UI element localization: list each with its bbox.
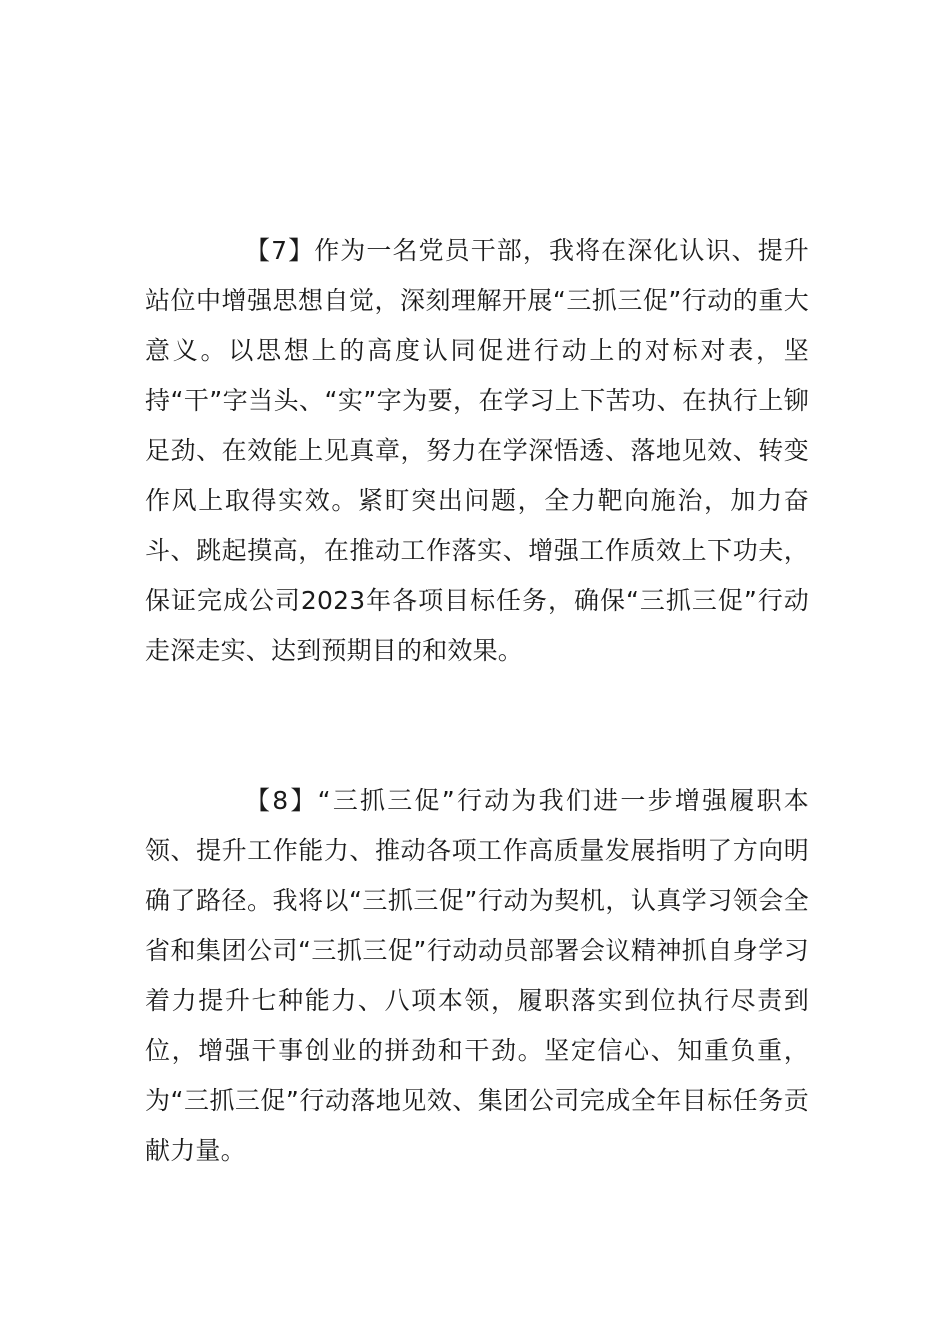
paragraph-8-text: “三抓三促”行动为我们进一步增强履职本领、提升工作能力、推动各项工作高质量发展指明了方向明确了路径。我将以“三抓三促”行动为契机，认真学习领会全省和集团公司“三抓三促”行动动员部署会议精神抓自身学习着力提升七种能力、八项本领，履职落实到位执行尽责到位，增强干事创业的拼劲和干劲。坚定信心、知重负重，为“三抓三促”行动落地见效、集团公司完成全年目标任务贡献力量。: [145, 786, 809, 1165]
paragraph-8: [145, 776, 809, 1176]
paragraph-8-marker: 【8】: [245, 786, 318, 815]
paragraph-7-marker: 【7】: [245, 236, 315, 265]
paragraph-7-text: 作为一名党员干部，我将在深化认识、提升站位中增强思想自觉，深刻理解开展“三抓三促”行动的重大意义。以思想上的高度认同促进行动上的对标对表，坚持“干”字当头、“实”字为要，在学习上下苦功、在执行上铆足劲、在效能上见真章，努力在学深悟透、落地见效、转变作风上取得实效。紧盯突出问题，全力靶向施治，加力奋斗、跳起摸高，在推动工作落实、增强工作质效上下功夫，保证完成公司2023年各项目标任务，确保“三抓三促”行动走深走实、达到预期目的和效果。: [145, 236, 809, 665]
paragraph-7: [145, 226, 809, 676]
